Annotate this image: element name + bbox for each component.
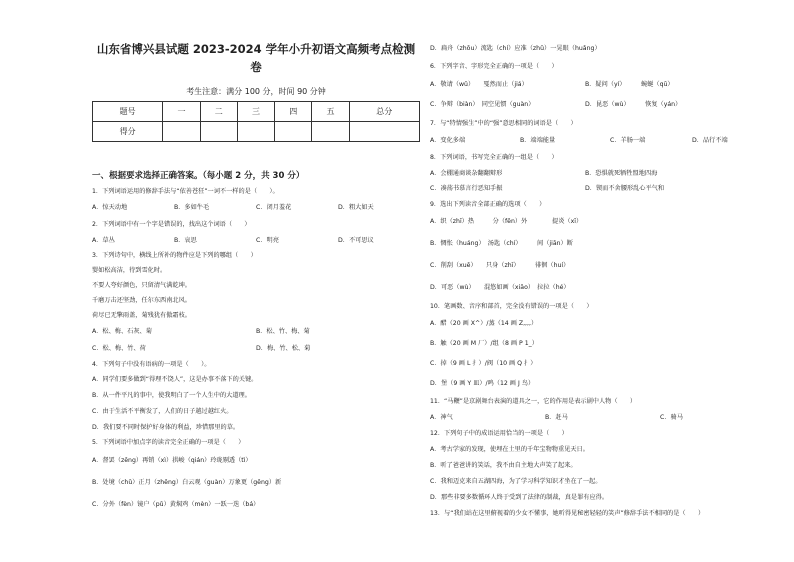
q10-option-d[interactable]: D．堡（9 画 Y 皿）/鸣（12 画 J 鸟） (430, 380, 535, 387)
q11-option-c[interactable]: C．骑马 (660, 414, 683, 421)
q4-option-c[interactable]: C．由于生活不平衡发了，人们的日子越过越红火。 (92, 408, 233, 415)
q8-option-a[interactable]: A．会棚通商谈杂翻翻辩形 (430, 170, 503, 177)
question-8: 8．下列词语，书写完全正确的一组是（ ） (430, 154, 558, 161)
q12-option-c[interactable]: C．我和迈克来自五湖四海，为了学习科学知识才坐在了一起。 (430, 478, 602, 485)
score-input-cell[interactable] (312, 122, 349, 142)
score-table-header-cell: 总分 (349, 102, 419, 122)
q9-option-c[interactable]: C．削刮（xuē） 只身（zhī） 徘徊（huí） (430, 262, 570, 269)
q1-option-d[interactable]: D．粗大如天 (338, 204, 374, 211)
q5-option-d[interactable]: D．扁舟（zhōu）流匙（chí）应准（zhǔ）一晃眼（huǎng） (430, 45, 601, 52)
question-12: 12．下列句子中的成语运用恰当的一项是（ ） (430, 430, 568, 437)
q12-option-a[interactable]: A．考古学家的发现，使埋在土里的千年宝物物重见天日。 (430, 446, 589, 453)
question-11: 11．“马鞭”是京剧舞台表演的道具之一，它的作用是表示剧中人物（ ） (430, 398, 637, 405)
score-table-header-cell: 三 (237, 102, 274, 122)
q3-option-d[interactable]: D．梅、竹、松、菊 (256, 345, 311, 352)
q10-option-b[interactable]: B．触（20 画 M 厂）/组（8 画 P 1_） (430, 340, 538, 347)
q11-option-b[interactable]: B．赶马 (545, 414, 568, 421)
question-3: 3．下列诗句中，横线上所补的物件应是下列的哪组（ ） (92, 252, 257, 259)
q3-option-b[interactable]: B．松、竹、梅、菊 (256, 328, 310, 335)
q4-option-a[interactable]: A．同学们要多做到“得理不饶人”，这是办事不落下的关键。 (92, 376, 258, 383)
poem-line: 不要人夸好颜色，只留清气满乾坤。 (92, 282, 191, 289)
score-input-cell[interactable] (200, 122, 237, 142)
score-table-header-cell: 四 (275, 102, 312, 122)
q10-option-a[interactable]: A．醋（20 画 X^）/蒸（14 画 Z,,,,） (430, 320, 538, 327)
question-10: 10．笔画数、音序和部首，完全没有错误的一项是（ ） (430, 303, 593, 310)
question-1: 1．下列词语运用的修辞手法与“依善苍狂”一词不一样的是（ ）。 (92, 188, 279, 195)
paper-title-line2: 卷 (250, 60, 262, 74)
q1-option-a[interactable]: A．惊天动地 (92, 204, 128, 211)
q11-option-a[interactable]: A．神气 (430, 414, 453, 421)
score-table-score-row (93, 122, 420, 142)
poem-line: 千磨万击还坚劲，任尔东西南北风。 (92, 297, 191, 304)
score-table-header-cell: 题号 (93, 102, 163, 122)
q8-option-d[interactable]: D．锲而不舍腰形乱心平气和 (585, 185, 665, 192)
question-9: 9．选出下列读音全部正确的选项（ ） (430, 201, 546, 208)
q2-option-c[interactable]: C．明亮 (256, 237, 279, 244)
q6-option-c[interactable]: C．争辩（biàn） 同空见惯（guàn） (430, 101, 535, 108)
q7-option-d[interactable]: D．品行不端 (692, 137, 728, 144)
score-input-cell[interactable] (237, 122, 274, 142)
q9-option-b[interactable]: B．惆怅（huáng） 汤匙（chí） 间（jiān）断 (430, 240, 573, 247)
question-7: 7．与“特情强生”中的“强”意思相同的词语是（ ） (430, 120, 577, 127)
q8-option-c[interactable]: C．凑荡书慕言行恶知手振 (430, 185, 503, 192)
q1-option-b[interactable]: B．多如牛毛 (174, 204, 210, 211)
question-2: 2．下列词语中有一个字是错误的，找出这个词语（ ） (92, 221, 251, 228)
score-table (92, 101, 420, 142)
q4-option-d[interactable]: D．我们要不同时保护好身体的利益，珍惜那里的草。 (92, 424, 240, 431)
score-row-label: 得分 (93, 122, 163, 142)
q6-option-d[interactable]: D．昆恶（wù） 恢复（yán） (585, 101, 682, 108)
q3-option-c[interactable]: C．松、梅、竹、荷 (92, 345, 146, 352)
q2-option-d[interactable]: D．不可思议 (338, 237, 374, 244)
question-13: 13．与“我们站在这里俯视着的少女不懂事，她听得见秘密轻轻的笑声”修辞手法不相同的是（ ） (430, 510, 705, 517)
q8-option-b[interactable]: B．恐惧就死牺牲盟地四海 (585, 170, 658, 177)
score-input-cell[interactable] (163, 122, 200, 142)
score-input-cell[interactable] (275, 122, 312, 142)
section-heading: 一、根据要求选择正确答案。（每小题 2 分，共 30 分） (92, 171, 305, 181)
q5-option-a[interactable]: A．督罢（zēng）再销（xì）拱峻（qián）玲珑剔透（tì） (92, 457, 252, 464)
score-table-header-cell: 一 (163, 102, 200, 122)
poem-line: 婴如松高洁，待到雪化时。 (92, 267, 167, 274)
q9-option-a[interactable]: A．织（zhī）热 分（fēn）外 提炎（xī） (430, 218, 583, 225)
q3-option-a[interactable]: A．松、梅、石灰、菊 (92, 328, 152, 335)
q12-option-d[interactable]: D．那些非要多数循环人终于受到了法律的制裁，真是罪有应得。 (430, 494, 609, 501)
score-table-header-cell: 二 (200, 102, 237, 122)
question-5: 5．下列词语中加点字的读音完全正确的一项是（ ） (92, 439, 245, 446)
q4-option-b[interactable]: B．从一件平凡的事中，使我明白了一个人生中的大道理。 (92, 392, 251, 399)
q1-option-c[interactable]: C．闭月羞花 (256, 204, 292, 211)
q2-option-b[interactable]: B．哀思 (174, 237, 197, 244)
q7-option-b[interactable]: B．端端能量 (520, 137, 556, 144)
q5-option-b[interactable]: B．处境（chǔ）正月（zhēng）白云观（guàn）万象更（gēng）新 (92, 479, 282, 486)
q5-option-c[interactable]: C．分外（fèn）镜户（pǔ）黄焖鸡（mèn）一跃一迭（bá） (92, 501, 260, 508)
paper-title-line1: 山东省博兴县试题 2023-2024 学年小升初语文高频考点检测 (96, 42, 416, 56)
score-input-cell[interactable] (349, 122, 419, 142)
q6-option-b[interactable]: B．疑问（yí） 蜿蜒（qū） (585, 81, 674, 88)
question-4: 4．下列句子中没有语病的一项是（ ）。 (92, 361, 211, 368)
q6-option-a[interactable]: A．敬请（wǔ） 戛然而止（jiá） (430, 81, 528, 88)
score-table-header-row (93, 102, 420, 122)
q2-option-a[interactable]: A．草丛 (92, 237, 115, 244)
q10-option-c[interactable]: C．掉（9 画 L 扌）/阀（10 画 Q 扌） (430, 360, 537, 367)
q9-option-d[interactable]: D．可恶（wù） 混悠如画（xiāo） 拉拉（hé） (430, 284, 570, 291)
poem-line: 荷尽已无擎雨盖，菊残犹有傲霜枝。 (92, 312, 191, 319)
exam-notice: 考生注意：满分 100 分，时间 90 分钟 (186, 87, 326, 96)
score-table-header-cell: 五 (312, 102, 349, 122)
q7-option-c[interactable]: C．羊肠一端 (610, 137, 646, 144)
q7-option-a[interactable]: A．变化多端 (430, 137, 466, 144)
question-6: 6．下列字音、字形完全正确的一项是（ ） (430, 63, 558, 70)
q12-option-b[interactable]: B．听了爸爸讲的笑话，我不由自主地大声笑了起来。 (430, 462, 577, 469)
